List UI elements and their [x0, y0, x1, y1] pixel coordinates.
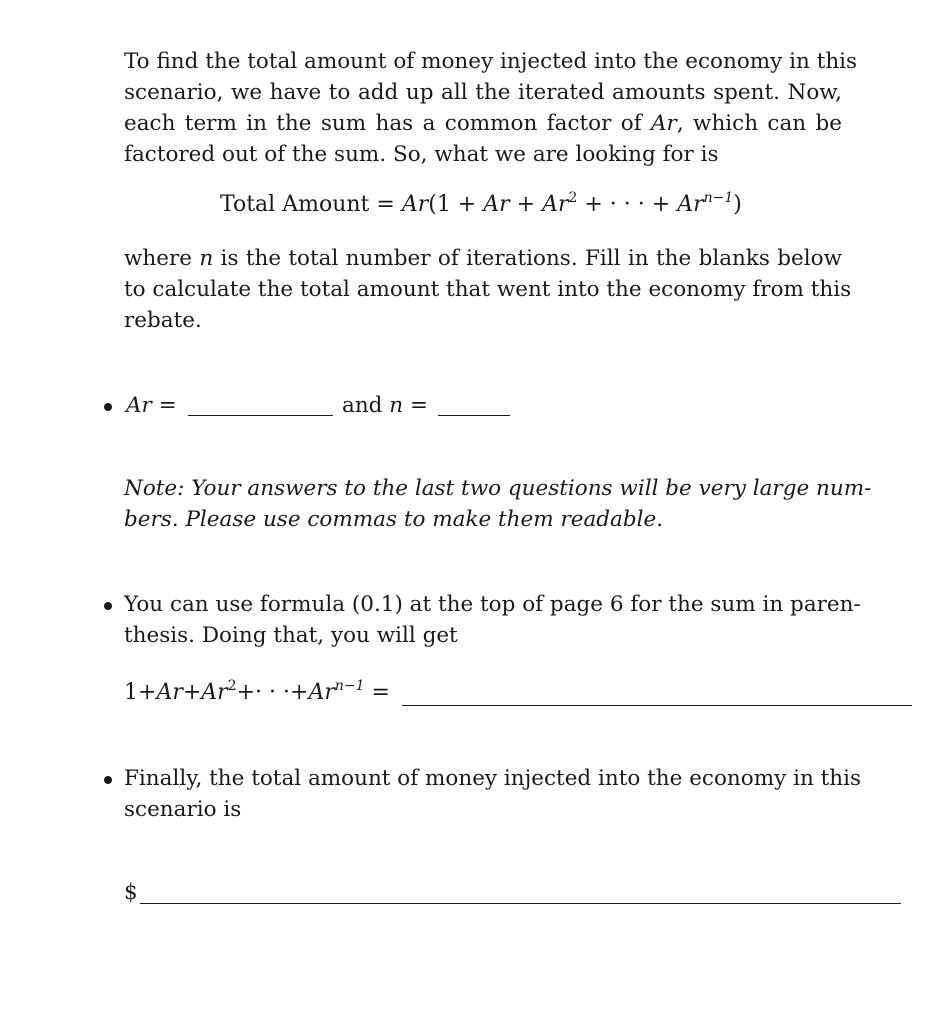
bullet-2-dot	[104, 602, 112, 610]
bullet-1-n: n	[389, 393, 404, 418]
dollar-sign: $	[124, 880, 138, 905]
bullet-2-text	[124, 589, 861, 651]
expr-b: +	[182, 680, 202, 705]
total-answer-blank[interactable]	[140, 903, 901, 904]
sum-answer-blank[interactable]	[402, 705, 912, 706]
bullet-1-eq2: =	[409, 393, 428, 418]
bullet-1-row	[126, 390, 177, 421]
explain-math-n: n	[199, 246, 214, 271]
equation-open: (1 +	[428, 192, 484, 217]
explain-paragraph	[124, 243, 852, 336]
expr-a: 1+	[124, 680, 157, 705]
intro-line-2: scenario, we have to add up all the iterated amounts spent. Now,	[124, 80, 842, 105]
intro-line-3-text-b: , which can be	[676, 111, 842, 136]
equation-A: A	[401, 192, 418, 217]
expr-exponent: n−1	[334, 678, 365, 694]
note-line-1: Note: Your answers to the last two questions will be very large num-	[124, 476, 872, 501]
bullet-1-and-n	[342, 390, 428, 421]
bullet-3-dot	[104, 776, 112, 784]
ar-answer-blank[interactable]	[188, 415, 333, 416]
bullet-2-line-1: You can use formula (0.1) at the top of page 6 for the sum in paren-	[124, 592, 861, 617]
equation-Ar-3: Ar	[677, 192, 704, 217]
intro-math-ar: Ar	[651, 111, 677, 136]
equation-exponent: n−1	[703, 190, 734, 206]
bullet-2-expression	[124, 677, 390, 711]
equation-label: Total Amount	[220, 192, 370, 217]
intro-line-3	[124, 108, 842, 139]
explain-line-2: to calculate the total amount that went into the economy from this	[124, 277, 852, 302]
bullet-2-line-2: thesis. Doing that, you will get	[124, 623, 458, 648]
expr-Ar-1: Ar	[156, 680, 183, 705]
expr-c: +· · ·+	[236, 680, 309, 705]
equation-plus-1: +	[509, 192, 543, 217]
equation-Ar-2: Ar	[542, 192, 569, 217]
explain-line-1	[124, 243, 842, 274]
equation-r: r	[417, 192, 429, 217]
bullet-1-dot	[104, 403, 112, 411]
note-paragraph	[124, 473, 872, 535]
expr-square: 2	[227, 678, 237, 694]
intro-paragraph	[124, 46, 858, 170]
bullet-1-eq: =	[158, 393, 177, 418]
intro-line-4: factored out of the sum. So, what we are looking for is	[124, 142, 719, 167]
total-amount-equation	[220, 192, 742, 217]
note-line-2: bers. Please use commas to make them readable.	[124, 507, 664, 532]
equation-equals: =	[376, 192, 395, 217]
bullet-1-and: and	[342, 393, 383, 418]
explain-text-b: is the total number of iterations. Fill in the blanks below	[213, 246, 843, 271]
expr-eq: =	[371, 680, 390, 705]
equation-square: 2	[568, 190, 578, 206]
explain-text-a: where	[124, 246, 200, 271]
bullet-3-line-1: Finally, the total amount of money injected into the economy in this	[124, 766, 862, 791]
intro-line-3-text-a: each term in the sum has a common factor of	[124, 111, 652, 136]
equation-close: )	[733, 192, 742, 217]
explain-line-3: rebate.	[124, 308, 202, 333]
n-answer-blank[interactable]	[438, 415, 510, 416]
expr-Ar-3: Ar	[308, 680, 335, 705]
expr-Ar-2: Ar	[201, 680, 228, 705]
intro-line-1: To find the total amount of money injected into the economy in this	[124, 49, 858, 74]
equation-plus-2: + · · · +	[577, 192, 678, 217]
bullet-3-text	[124, 763, 862, 825]
bullet-1-ar: Ar	[126, 393, 152, 418]
equation-Ar-1: Ar	[483, 192, 510, 217]
bullet-3-line-2: scenario is	[124, 797, 242, 822]
